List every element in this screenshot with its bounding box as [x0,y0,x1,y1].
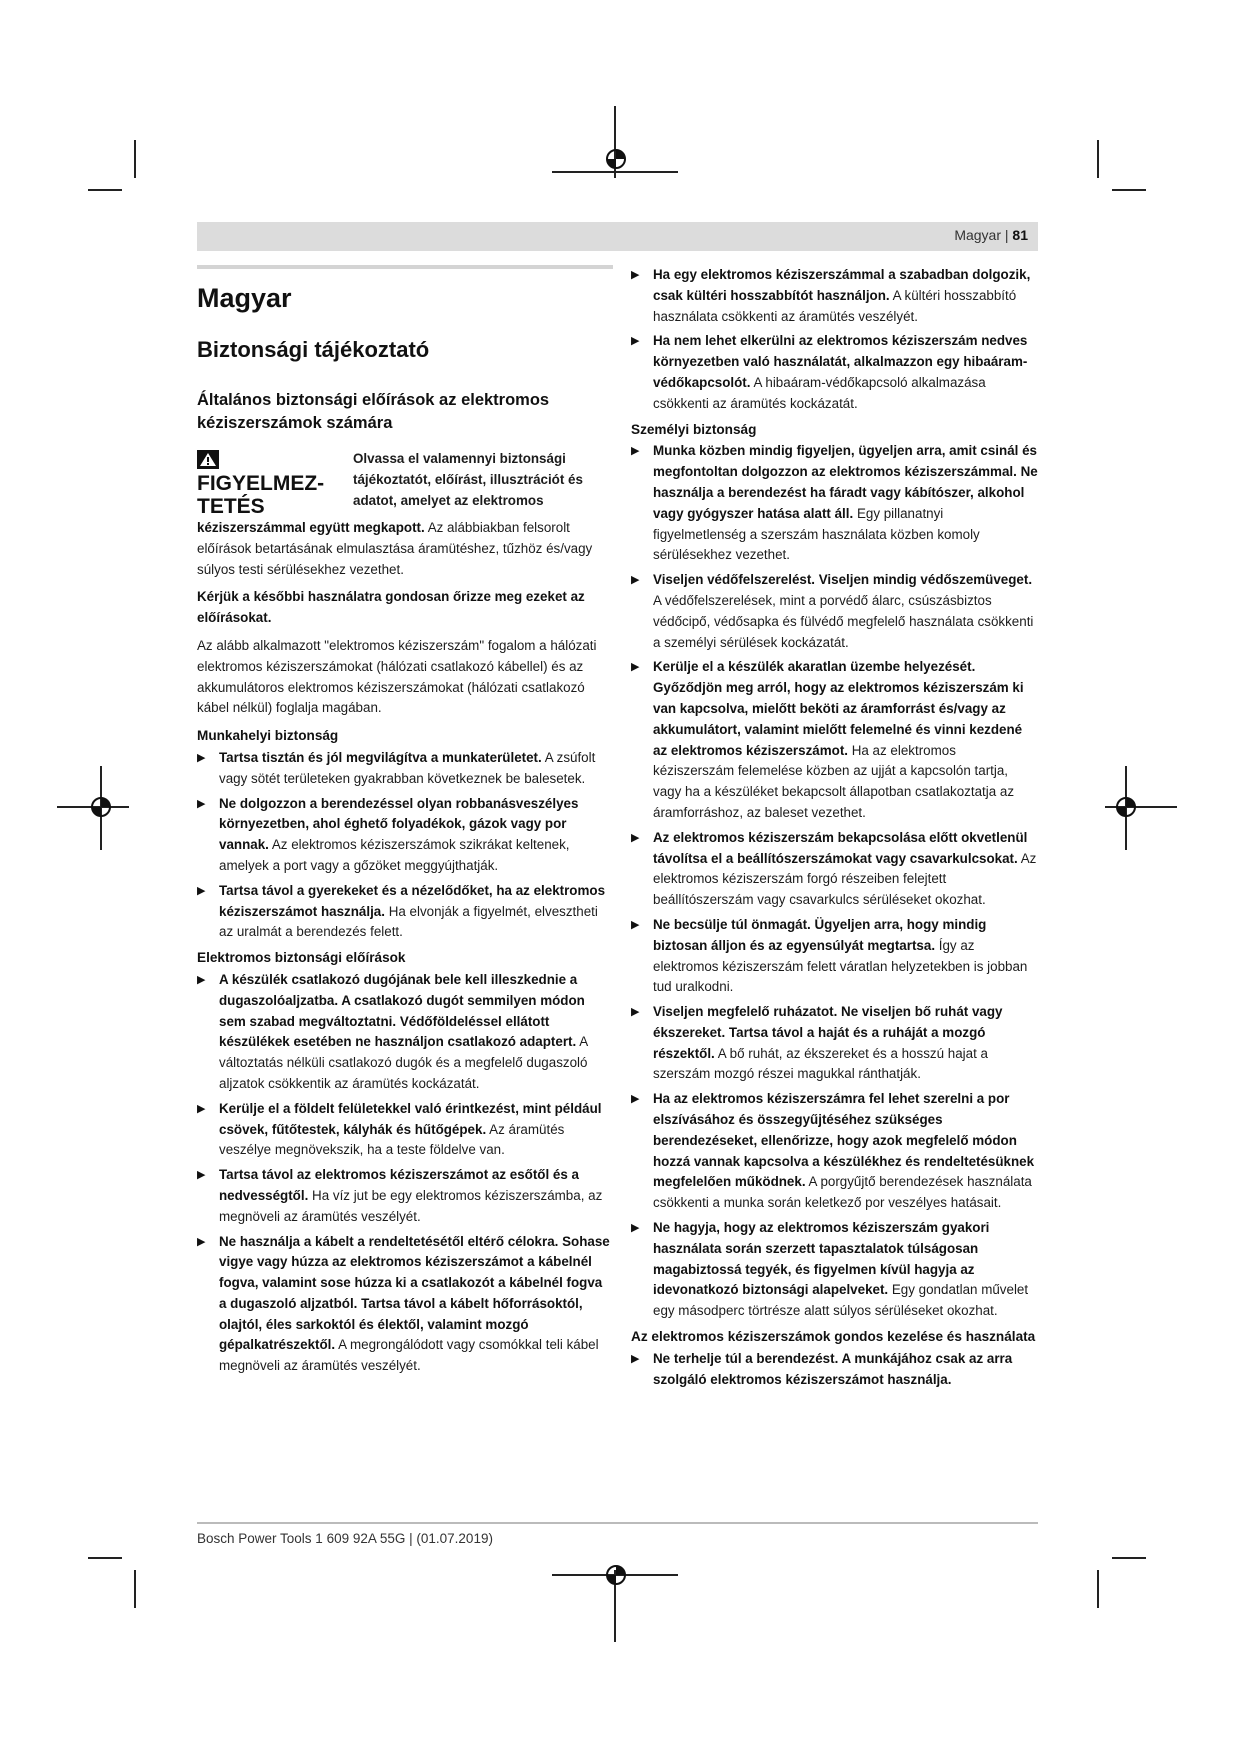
bullet-item [197,1099,613,1161]
bullet-item [631,828,1039,911]
footer-text: Bosch Power Tools 1 609 92A 55G | (01.07.2019) [197,1531,493,1546]
bullet-item [197,970,613,1095]
handling-list [631,1349,1039,1391]
bullet-bold-text: Ha egy elektromos kéziszerszámmal a szabadban dolgozik, csak kültéri hosszabbítót használjon. [653,267,1031,303]
crop-mark [1112,1557,1146,1559]
bullet-arrow-icon: ▶ [197,884,206,897]
bullet-arrow-icon: ▶ [197,973,206,986]
warning-block [197,449,613,518]
personal-list [631,441,1039,1322]
bullet-arrow-icon: ▶ [197,1235,206,1248]
footer-rule [197,1522,1038,1524]
crop-mark [134,140,136,178]
bullet-bold-text: Tartsa tisztán és jól megvilágítva a munkaterületet. [219,749,542,765]
bullet-normal-text: A bő ruhát, az ékszereket és a hosszú hajat a szerszám mozgó részei magukkal ránthatják. [653,1045,988,1082]
bullet-item [631,441,1039,566]
crop-mark [134,1570,136,1608]
registration-mark-icon [1111,792,1141,822]
crop-mark [1097,140,1099,178]
personal-heading: Személyi biztonság [631,421,757,437]
page-header [197,222,1038,251]
bullet-arrow-icon: ▶ [631,335,640,348]
bullet-bold-text: Ne becsülje túl önmagát. Ügyeljen arra, hogy mindig biztosan álljon és az egyensúlyát megtartsa. [653,916,987,953]
bullet-normal-text: Így az elektromos kéziszerszám felett váratlan helyzetekben is jobban tud uralkodni. [653,937,1028,995]
bullet-arrow-icon: ▶ [631,661,640,674]
bullet-item [197,1165,613,1227]
bullet-bold-text: Ne használja a kábelt a rendeltetésétől eltérő célokra. Sohase vigye vagy húzza az elektromos kéziszerszámot a kábelnél fogva, valamint sose húzza ki a csatlakozót a kábelnél fogva a dugaszoló aljzatból. Tartsa távol a kábelt hőforrásoktól, olajtól, éles sarkoktól és élektől, valamint mozgó gépalkatrészektől. [219,1233,610,1353]
warning-triangle-icon [197,450,219,469]
bullet-arrow-icon: ▶ [631,1006,640,1019]
bullet-item [197,881,613,943]
bullet-bold-text: Viseljen megfelelő ruházatot. Ne viseljen bő ruhát vagy ékszereket. Tartsa távol a haját és a ruháját a mozgó részektől. [653,1004,1003,1061]
bullet-arrow-icon: ▶ [631,574,640,587]
section-title: Biztonsági tájékoztató [197,337,430,362]
page-title: Magyar [197,283,292,313]
registration-mark-icon [601,1560,631,1590]
warning-continuation [197,518,613,580]
keep-instructions: Kérjük a későbbi használatra gondosan őrizze meg ezeket az előírásokat. [197,589,585,626]
bullet-arrow-icon: ▶ [197,751,206,764]
registration-mark-icon [86,792,116,822]
crop-mark [1097,1570,1099,1608]
bullet-normal-text: Ha elvonják a figyelmét, elvesztheti az uralmát a berendezés felett. [219,903,598,940]
handling-heading: Az elektromos kéziszerszámok gondos kezelése és használata [631,1329,1036,1345]
electrical-list [197,970,613,1377]
bullet-bold-text: Az elektromos kéziszerszám bekapcsolása előtt okvetlenül távolítsa el a beállítószerszámokat vagy csavarkulcsokat. [653,829,1028,866]
workplace-list [197,748,613,943]
bullet-item [631,1218,1039,1322]
left-column [197,265,613,1382]
bullet-item [631,915,1039,998]
right-column [631,265,1039,1395]
crop-mark [88,1557,122,1559]
bullet-bold-text: Ha nem lehet elkerülni az elektromos kéziszerszám nedves környezetben való használatát, alkalmazzon egy hibaáram-védőkapcsolót. [653,333,1028,390]
bullet-bold-text: Tartsa távol az elektromos kéziszerszámot az esőtől és a nedvességtől. [219,1167,579,1203]
bullet-item [631,1349,1039,1391]
warning-label: FIGYELMEZ-TETÉS [197,472,325,518]
bullet-bold-text: Munka közben mindig figyeljen, ügyeljen arra, amit csinál és megfontoltan dolgozzon az elektromos kéziszerszámmal. Ne használja a berendezést ha fáradt vagy kábítószer, alkohol vagy gyógyszer hatása alatt áll. [653,443,1038,521]
registration-mark-icon [601,144,631,174]
bullet-arrow-icon: ▶ [197,1169,206,1182]
bullet-normal-text: A változtatás nélküli csatlakozó dugók és a megfelelő dugaszoló aljzatok csökkentik az áramütés kockázatát. [219,1034,588,1091]
electrical-heading: Elektromos biztonsági előírások [197,950,406,966]
bullet-normal-text: Ha víz jut be egy elektromos kéziszerszámba, az megnöveli az áramütés veszélyét. [219,1187,603,1224]
bullet-bold-text: Kerülje el a készülék akaratlan üzembe helyezését. Győződjön meg arról, hogy az elektromos kéziszerszám ki van kapcsolva, mielőtt beköti az áramforrást és/vagy az akkumulátort, valamint mielőtt felemelné és vinni kezdené az elektromos kéziszerszámot. [653,659,1024,758]
bullet-item [631,1089,1039,1214]
bullet-arrow-icon: ▶ [631,269,640,281]
bullet-bold-text: Kerülje el a földelt felületekkel való érintkezést, mint például csövek, fűtőtestek, kályhák és hűtőgépek. [219,1100,602,1137]
bullet-normal-text: A kültéri hosszabbító használata csökkenti az áramütés veszélyét. [653,287,1017,324]
bullet-item [631,1002,1039,1085]
bullet-bold-text: Ha az elektromos kéziszerszámra fel lehet szerelni a por elszívásához és összegyűjtéséhez szükséges berendezéseket, ellenőrizze, hogy azok megfelelő módon hozzá vannak kapcsolva a készülékhez és rendeltetésüknek megfelelően működnek. [653,1091,1035,1190]
bullet-normal-text: Az áramütés veszélye megnövekszik, ha a teste földelve van. [219,1121,565,1158]
bullet-bold-text: Ne terhelje túl a berendezést. A munkájához csak az arra szolgáló elektromos kéziszerszámot használja. [653,1350,1013,1387]
bullet-arrow-icon: ▶ [631,1093,640,1106]
outdoor-list [631,265,1039,415]
bullet-arrow-icon: ▶ [631,1352,640,1365]
bullet-normal-text: A megrongálódott vagy csomókkal teli kábel megnöveli az áramütés veszélyét. [219,1337,599,1374]
bullet-normal-text: Az elektromos kéziszerszám forgó részeiben felejtett beállítószerszám vagy csavarkulcs sérüléseket okozhat. [653,850,1037,908]
warning-label-box [197,449,347,518]
bullet-normal-text: A zsúfolt vagy sötét területeken gyakrabban következnek be balesetek. [219,749,596,786]
bullet-item [631,657,1039,823]
bullet-normal-text: A hibaáram-védőkapcsoló alkalmazása csökkenti az áramütés kockázatát. [653,374,986,411]
section-rule [197,265,613,269]
bullet-arrow-icon: ▶ [631,1222,640,1235]
page-number: 81 [1012,227,1028,243]
warning-continuation-normal: Az alábbiakban felsorolt előírások betartásának elmulasztása áramütéshez, tűzhöz és/vagy súlyos testi sérülésekhez vezethet. [197,520,593,577]
header-section: Magyar [954,227,1001,243]
crop-mark [1112,189,1146,191]
bullet-bold-text: Ne dolgozzon a berendezéssel olyan robbanásveszélyes környezetben, ahol éghető folyadékok, gázok vagy por vannak. [219,795,579,853]
bullet-arrow-icon: ▶ [631,445,640,458]
bullet-normal-text: A védőfelszerelések, mint a porvédő álarc, csúszásbiztos védőcipő, védősapka és fülvédő megfelelő használata csökkenti a személyi sérülések kockázatát. [653,592,1034,650]
bullet-arrow-icon: ▶ [197,797,206,810]
bullet-arrow-icon: ▶ [631,831,640,844]
warning-continuation-bold: kéziszerszámmal együtt megkapott. [197,520,425,535]
bullet-item [197,1232,613,1378]
bullet-arrow-icon: ▶ [631,918,640,931]
bullet-normal-text: Az elektromos kéziszerszámok szikrákat keltenek, amelyek a port vagy a gőzöket meggyújthatják. [219,837,570,873]
bullet-item [631,331,1039,414]
bullet-item [631,570,1039,653]
bullet-normal-text: A porgyűjtő berendezések használata csökkenti a munka során keletkező por veszélyes hatásait. [653,1174,1032,1211]
bullet-normal-text: Egy gondatlan művelet egy másodperc törtrésze alatt súlyos sérüléseket okozhat. [653,1282,1029,1319]
bullet-bold-text: Tartsa távol a gyerekeket és a nézelődőket, ha az elektromos kéziszerszámot használja. [219,882,606,919]
bullet-bold-text: A készülék csatlakozó dugójának bele kell illeszkednie a dugaszolóaljzatba. A csatlakozó dugót semmilyen módon sem szabad megváltoztatni. Védőföldeléssel ellátott készülékek esetében ne használjon csatlakozó adaptert. [219,971,585,1050]
bullet-normal-text: Egy pillanatnyi figyelmetlenség a szerszám használata közben komoly sérülésekhez vezethet. [653,505,980,563]
definition-paragraph: Az alább alkalmazott "elektromos kéziszerszám" fogalom a hálózati elektromos kéziszerszámokat (hálózati csatlakozó kábellel) és az akkumulátoros elektromos kéziszerszámokat (hálózati csatlakozó kábel nélkül) foglalja magában. [197,637,597,716]
workplace-heading: Munkahelyi biztonság [197,728,339,744]
bullet-normal-text: Ha az elektromos kéziszerszám felemelése közben az ujját a kapcsolón tartja, vagy ha a készüléket bekapcsolt állapotban csatlakoztatja az áramforráshoz, az baleset vezethet. [653,742,1015,820]
bullet-arrow-icon: ▶ [197,1102,206,1115]
header-separator: | [1004,227,1009,243]
general-heading: Általános biztonsági előírások az elektromos kéziszerszámok számára [197,391,550,432]
crop-mark [88,189,122,191]
bullet-item [631,265,1039,327]
bullet-item [197,748,613,790]
bullet-item [197,794,613,877]
warning-side-text: Olvassa el valamennyi biztonsági tájékoztatót, előírást, illusztrációt és adatot, amelyet az elektromos [353,451,583,508]
header-text [954,227,1028,243]
bullet-bold-text: Viseljen védőfelszerelést. Viseljen mindig védőszemüveget. [653,572,1033,588]
bullet-bold-text: Ne hagyja, hogy az elektromos kéziszerszám gyakori használata során szerzett tapasztalatok túlságosan magabiztossá tegyék, és figyelmen kívül hagyja az idevonatkozó biztonsági alapelveket. [653,1220,990,1298]
